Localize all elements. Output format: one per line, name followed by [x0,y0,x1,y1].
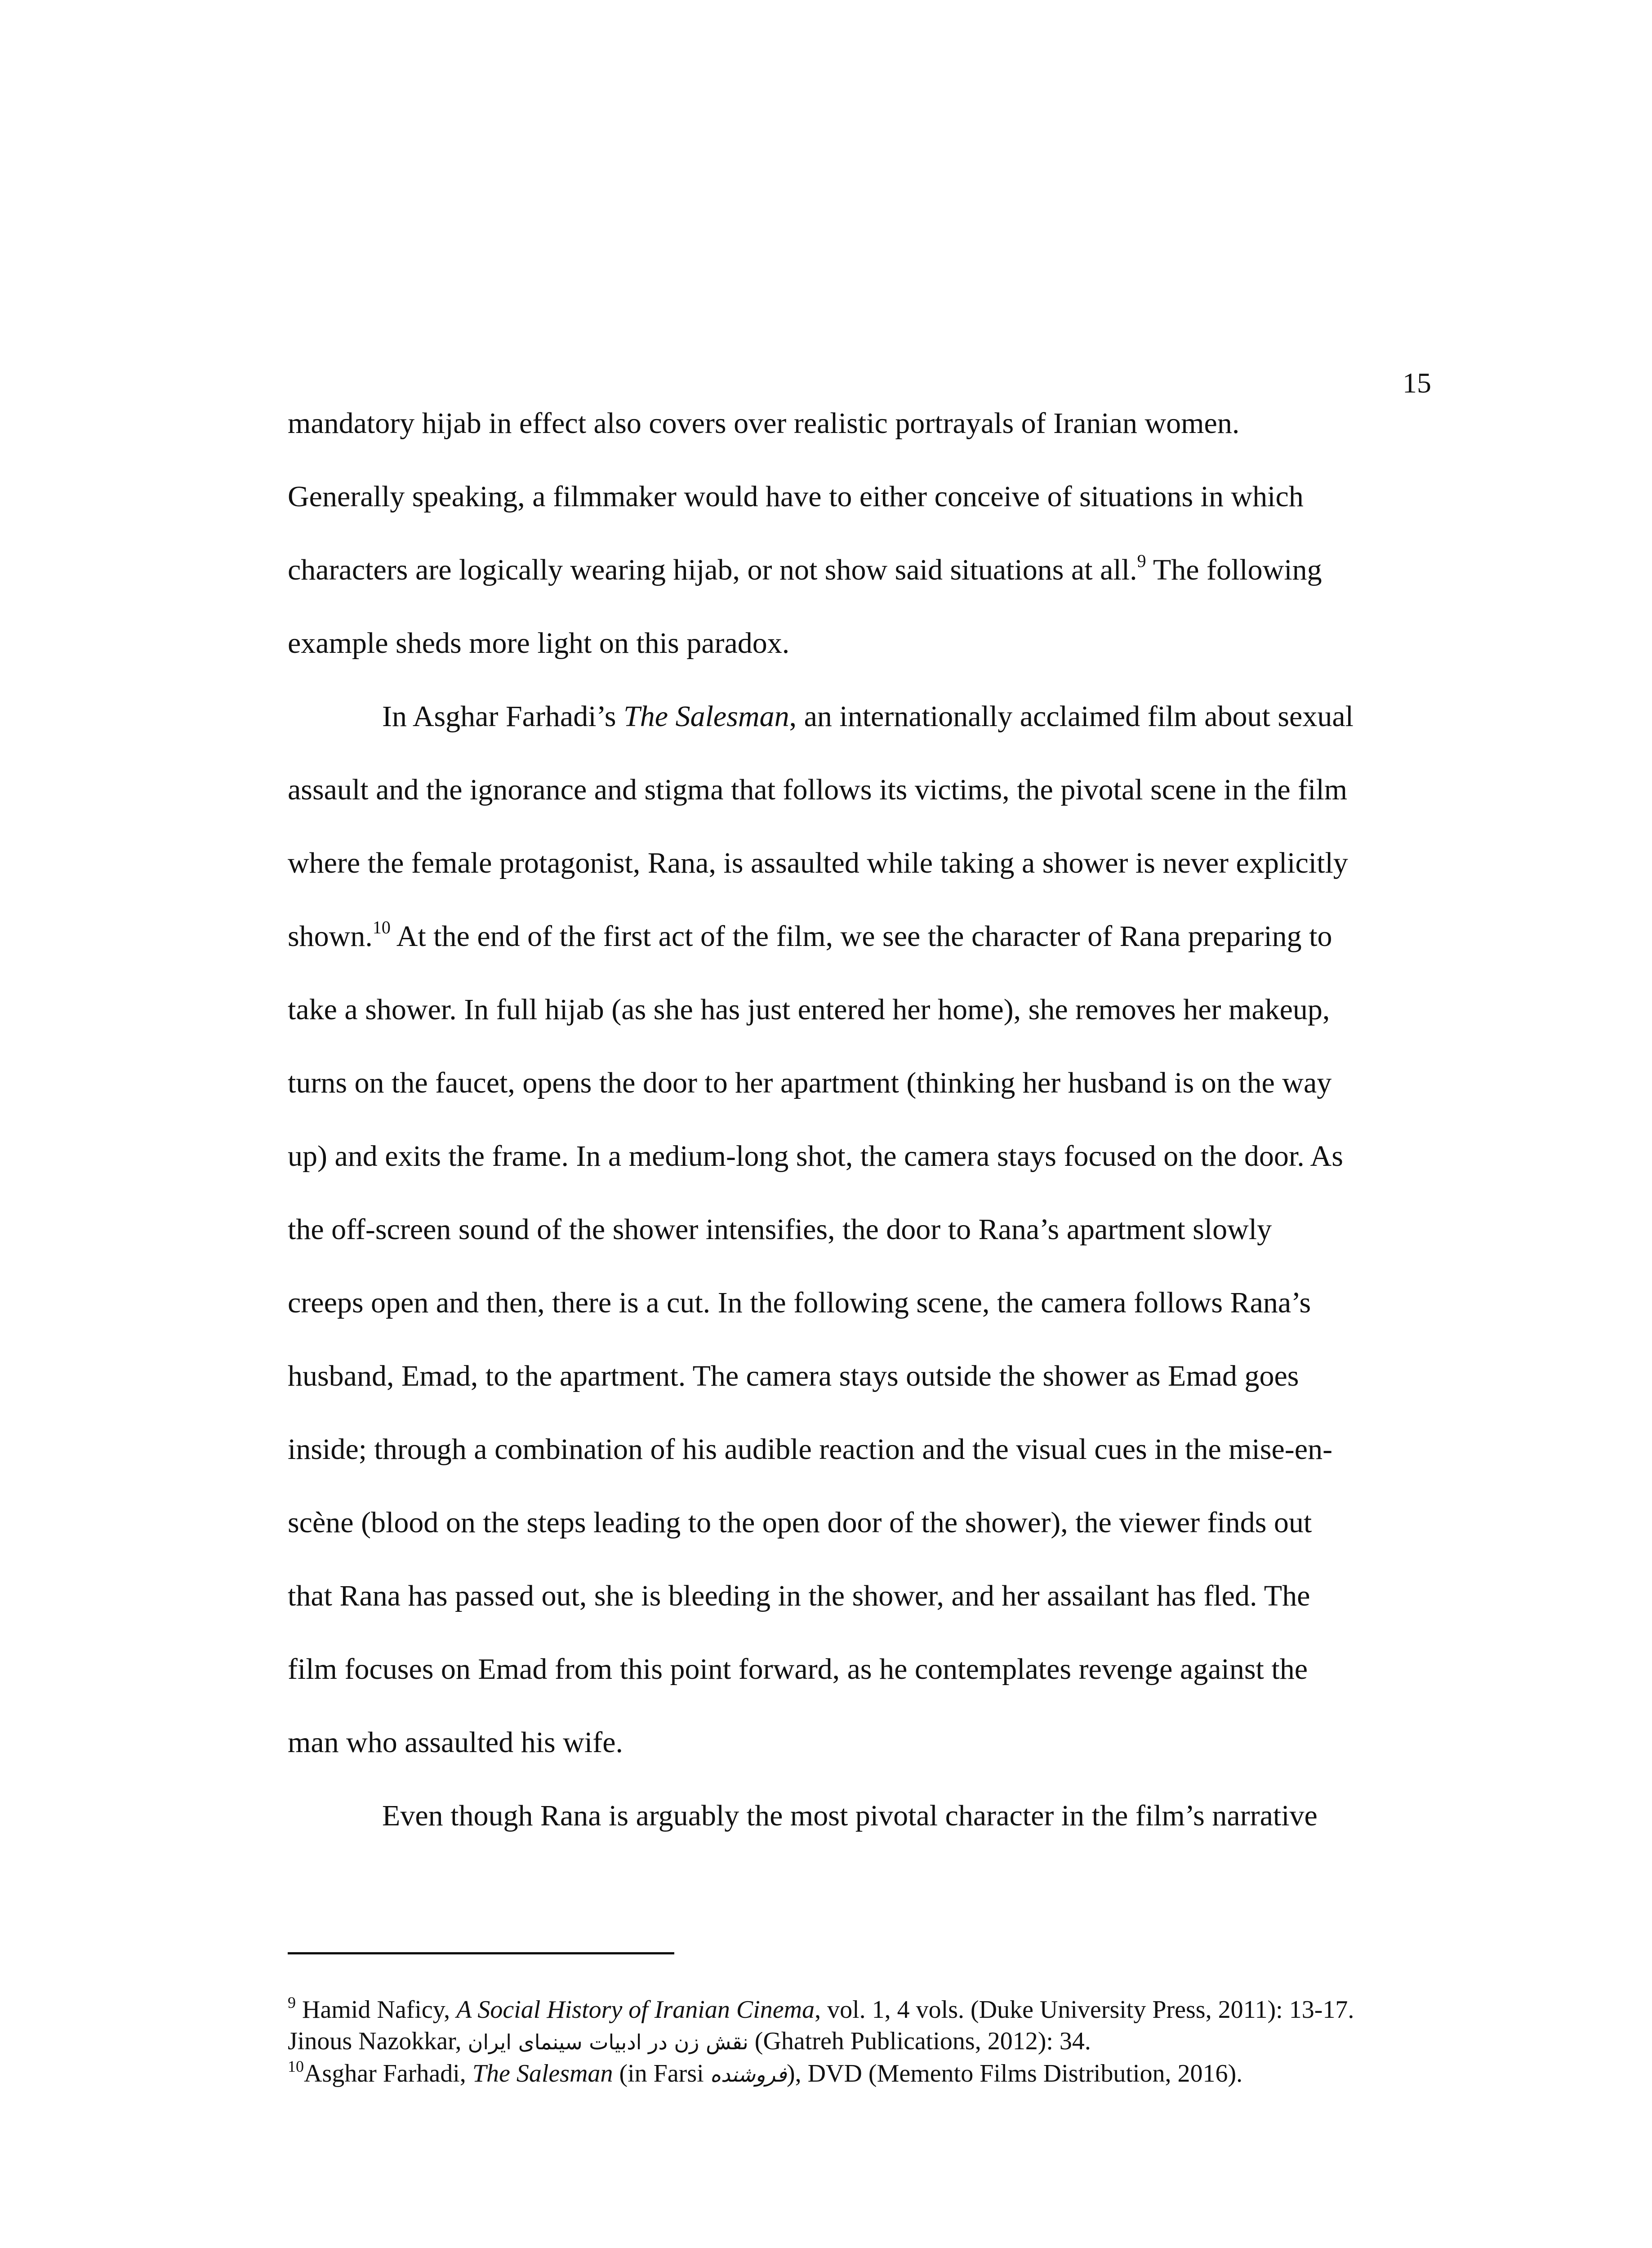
footnote-9 [288,1994,1456,2025]
body-text-segment: shown. [288,920,373,953]
body-line: film focuses on Emad from this point forward, as he contemplates revenge against the [288,1653,1308,1686]
body-line: take a shower. In full hijab (as she has just entered her home), she removes her makeup, [288,993,1330,1026]
body-text-segment: characters are logically wearing hijab, or not show said situations at all. [288,553,1137,586]
footnote-divider [288,1952,674,1954]
body-line: husband, Emad, to the apartment. The camera stays outside the shower as Emad goes [288,1360,1299,1392]
footnotes [288,1994,1456,2090]
footnote-mark-9: 9 [288,1994,296,2012]
paragraph-start: Even though Rana is arguably the most pivotal character in the film’s narrative [382,1799,1318,1832]
body-line: mandatory hijab in effect also covers over realistic portrayals of Iranian women. [288,407,1240,440]
footnote-text: Hamid Naficy, [296,1996,457,2024]
body-line [288,900,1438,973]
footnote-text: Asghar Farhadi, [304,2060,472,2087]
footnote-mark-10: 10 [288,2057,304,2075]
footnote-text: (in Farsi [613,2060,710,2087]
body-line: man who assaulted his wife. [288,1726,623,1759]
body-line: up) and exits the frame. In a medium-long shot, the camera stays focused on the door. As [288,1140,1343,1173]
paragraph-start [288,680,1438,753]
body-text-segment: In Asghar Farhadi’s [382,700,624,733]
body-text-segment: , an internationally acclaimed film about sexual [789,700,1354,733]
film-title-italic: The Salesman [623,700,789,733]
body-line: where the female protagonist, Rana, is assaulted while taking a shower is never explicitly [288,847,1348,879]
footnote-9-continued [288,2025,1456,2058]
body-line: the off-screen sound of the shower intensifies, the door to Rana’s apartment slowly [288,1213,1272,1246]
book-title-italic: A Social History of Iranian Cinema [456,1996,815,2024]
footnote-text: ), DVD (Memento Films Distribution, 2016). [786,2060,1243,2087]
body-line: Generally speaking, a filmmaker would have to either conceive of situations in which [288,480,1304,513]
footnote-reference-10[interactable]: 10 [372,917,391,937]
body-text-segment: At the end of the first act of the film, we see the character of Rana preparing to [390,920,1332,953]
body-text [288,387,1438,1852]
footnote-10 [288,2058,1456,2090]
film-title-italic: The Salesman [472,2060,613,2087]
body-line: turns on the faucet, opens the door to her apartment (thinking her husband is on the way [288,1066,1332,1099]
body-text-segment: The following [1146,553,1322,586]
body-line: that Rana has passed out, she is bleeding in the shower, and her assailant has fled. The [288,1579,1310,1612]
footnote-reference-9[interactable]: 9 [1137,551,1146,571]
footnote-text: , vol. 1, 4 vols. (Duke University Press, 2011): 13-17. [815,1996,1354,2024]
page-number: 15 [1403,367,1431,399]
farsi-title: نقش زن در ادبیات سینمای ایران [468,2030,748,2054]
body-line: scène (blood on the steps leading to the open door of the shower), the viewer finds out [288,1506,1312,1539]
body-line [288,533,1438,607]
body-line: creeps open and then, there is a cut. In the following scene, the camera follows Rana’s [288,1286,1311,1319]
farsi-title: فروشنده [710,2062,787,2087]
body-line: example sheds more light on this paradox. [288,627,790,660]
footnote-text: Jinous Nazokkar, [288,2027,468,2055]
body-line: inside; through a combination of his audible reaction and the visual cues in the mise-en- [288,1433,1333,1466]
body-line: assault and the ignorance and stigma that follows its victims, the pivotal scene in the film [288,773,1348,806]
footnote-text: (Ghatreh Publications, 2012): 34. [748,2027,1091,2055]
